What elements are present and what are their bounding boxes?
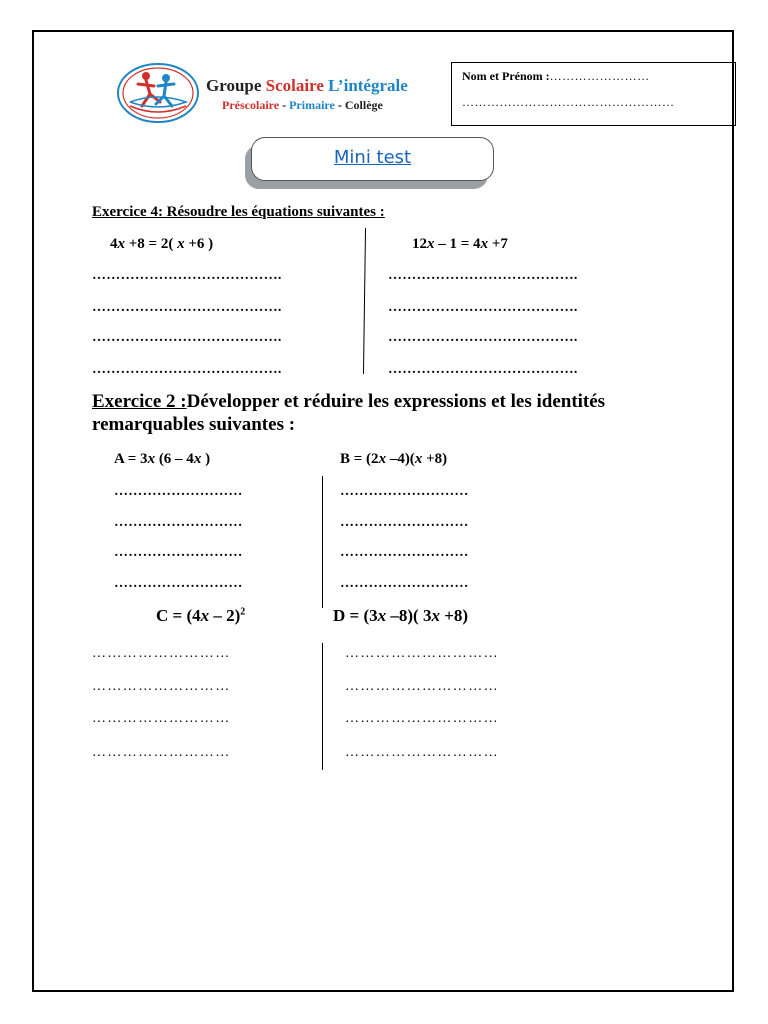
answer-line[interactable]: ………………………… bbox=[345, 679, 499, 694]
answer-line[interactable]: ………………………… bbox=[345, 745, 499, 760]
exercise4-equation-right: 12x – 1 = 4x +7 bbox=[412, 236, 508, 252]
answer-line[interactable]: ……………………… bbox=[340, 515, 469, 530]
name-dots: …………………… bbox=[549, 69, 650, 83]
exercise2-divider-bottom bbox=[322, 643, 323, 770]
exercise2-title bbox=[92, 390, 702, 436]
name-box[interactable] bbox=[451, 62, 736, 126]
answer-line[interactable]: ……………………… bbox=[92, 745, 231, 760]
level-sep: - bbox=[334, 98, 345, 112]
answer-line[interactable]: ……………………… bbox=[92, 679, 231, 694]
answer-line[interactable]: ………………………… bbox=[345, 711, 499, 726]
expression-A: A = 3x (6 – 4x ) bbox=[114, 451, 211, 467]
exercise2-divider-top bbox=[322, 476, 323, 608]
answer-line[interactable]: ……………………… bbox=[340, 576, 469, 591]
level-primaire: Primaire bbox=[289, 98, 335, 112]
answer-line[interactable]: …………………………………. bbox=[388, 362, 578, 377]
answer-line[interactable]: …………………………………. bbox=[92, 330, 282, 345]
school-name-word3: L’intégrale bbox=[328, 76, 408, 95]
expression-D: D = (3x –8)( 3x +8) bbox=[333, 606, 469, 625]
answer-line[interactable]: …………………………………. bbox=[92, 362, 282, 377]
answer-line[interactable]: …………………………………. bbox=[388, 330, 578, 345]
title-box bbox=[251, 137, 494, 181]
answer-line[interactable]: ……………………… bbox=[114, 515, 243, 530]
answer-line[interactable]: ……………………… bbox=[340, 545, 469, 560]
school-name-word2: Scolaire bbox=[265, 76, 324, 95]
school-logo bbox=[116, 62, 200, 124]
answer-line[interactable]: ……………………… bbox=[92, 711, 231, 726]
answer-line[interactable]: …………………………………. bbox=[92, 300, 282, 315]
exercise4-title: Exercice 4: Résoudre les équations suivantes : bbox=[92, 204, 385, 220]
exercise2-title-prefix: Exercice 2 : bbox=[92, 391, 187, 412]
answer-line[interactable]: ……………………… bbox=[114, 484, 243, 499]
exercise4-equation-left: 4x +8 = 2( x +6 ) bbox=[110, 236, 214, 252]
answer-line[interactable]: ……………………… bbox=[92, 646, 231, 661]
name-dots-line2: …………………………………………… bbox=[462, 95, 675, 109]
answer-line[interactable]: …………………………………. bbox=[388, 300, 578, 315]
answer-line[interactable]: …………………………………. bbox=[92, 268, 282, 283]
level-prescolaire: Préscolaire bbox=[222, 98, 280, 112]
level-sep: - bbox=[279, 98, 290, 112]
answer-line[interactable]: ……………………… bbox=[340, 484, 469, 499]
page-title: Mini test bbox=[333, 147, 412, 168]
level-college: Collège bbox=[344, 98, 383, 112]
answer-line[interactable]: ……………………… bbox=[114, 576, 243, 591]
school-name bbox=[206, 76, 408, 96]
expression-C: C = (4x – 2)$^2$ bbox=[156, 606, 246, 625]
school-name-word1: Groupe bbox=[206, 76, 262, 95]
answer-line[interactable]: ………………………… bbox=[345, 646, 499, 661]
expression-B: B = (2x –4)(x +8) bbox=[340, 451, 448, 467]
answer-line[interactable]: …………………………………. bbox=[388, 268, 578, 283]
name-label: Nom et Prénom :…………………… bbox=[462, 69, 650, 83]
school-levels bbox=[222, 98, 383, 113]
answer-line[interactable]: ……………………… bbox=[114, 545, 243, 560]
exercise2-title-rest: Développer et réduire les expressions et les identités remarquables suivantes : bbox=[92, 391, 606, 435]
